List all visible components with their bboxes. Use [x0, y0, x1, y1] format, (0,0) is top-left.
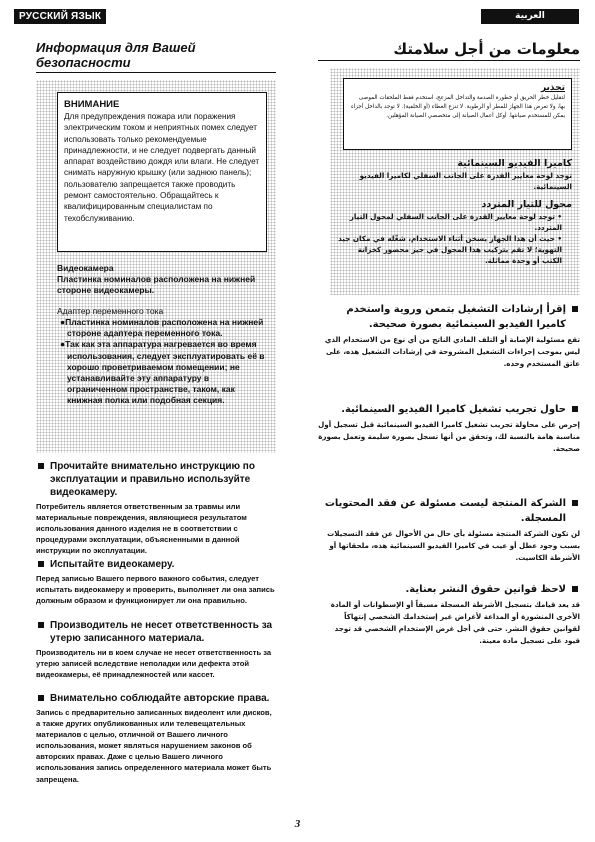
section-copyright-russian	[36, 692, 276, 785]
square-bullet-icon	[38, 622, 44, 628]
language-badge-russian: РУССКИЙ ЯЗЫК	[14, 9, 106, 24]
page-number: 3	[294, 818, 301, 830]
rating-plate-info-arabic	[336, 157, 572, 266]
page-title-russian: Информация для Вашей безопасности	[36, 40, 276, 73]
square-bullet-icon	[572, 306, 578, 312]
square-bullet-icon	[572, 586, 578, 592]
square-bullet-icon	[572, 500, 578, 506]
warning-heading: تحذير	[540, 83, 565, 93]
section-heading: لاحظ قوانين حقوق النشر بعناية.	[318, 582, 580, 597]
section-test-camera-russian	[36, 558, 276, 606]
warning-heading: ВНИМАНИЕ	[64, 99, 120, 110]
section-copyright-arabic	[318, 582, 580, 647]
warning-text: لتقليل خطر الحريق أو خطورة الصدمة والتداخل المزعج، استخدم فقط الملحقات الموصى بها، ولا تعرض هذا الجهاز للمطر أو الرطوبة. لا تنزع الغطاء (أو الخلفية). لا توجد بالداخل أجزاء يمكن للمستخدم صيانتها. أوكل أعمال الصيانة إلى متخصصي الصيانة المؤهلين.	[351, 95, 565, 119]
camera-heading: كاميرا الفيديو السينمائية	[457, 158, 572, 169]
camera-heading: Видеокамера	[57, 263, 114, 273]
section-body: تقع مسئولية الإصابة أو التلف المادي الناتج من أي نوع من الاستخدام الذي ليس بموجب إجراءات التشغيل المشروحة في إرشادات التشغيل هذه، على عاتق المستخدم وحده.	[324, 335, 580, 368]
warning-box-russian	[57, 92, 267, 252]
section-body: إحرص على محاولة تجريب تشغيل كاميرا الفيديو السينمائية قبل تسجيل أول مناسبة هامة بالنسبة لك، وتحقق من أنها تسجل بصورة سليمة وتعمل بصورة صحيحة.	[318, 420, 580, 453]
arabic-column-header	[318, 40, 580, 61]
adapter-bullet: • توجد لوحة معايير القدرة على الجانب السفلي لمحول التيار المتردد.	[349, 212, 562, 232]
section-heading: Прочитайте внимательно инструкцию по эксплуатации и правильно используйте видеокамеру.	[36, 460, 276, 499]
section-heading: Производитель не несет ответственность за утерю записанного материала.	[36, 619, 276, 645]
section-heading: Испытайте видеокамеру.	[36, 558, 276, 571]
adapter-bullet: • حيث أن هذا الجهاز يسخن أثناء الاستخدام، شغّله في مكان جيد التهوية؛ لا تقم بتركيب هذا المحول في حيز محصور كخزانة الكتب أو وحدة مماثلة.	[338, 234, 562, 265]
camera-text: توجد لوحة معايير القدرة على الجانب السفلي لكاميرا الفيديو السينمائية.	[359, 171, 572, 191]
square-bullet-icon	[38, 561, 44, 567]
page-title-arabic: معلومات من أجل سلامتك	[318, 40, 580, 61]
section-heading: حاول تجريب تشغيل كاميرا الفيديو السينمائية.	[318, 402, 580, 417]
section-heading: Внимательно соблюдайте авторские права.	[36, 692, 276, 705]
section-read-instructions-russian	[36, 460, 276, 556]
square-bullet-icon	[38, 463, 44, 469]
camera-text: Пластинка номиналов расположена на нижней стороне видеокамеры.	[57, 274, 256, 295]
language-badge-arabic: العربية	[481, 9, 579, 24]
rating-plate-info-russian	[57, 263, 270, 407]
warning-text: Для предупреждения пожара или поражения электрическим током и неприятных помех следует использовать только рекомендуемые принадлежности, и не следует подвергать данный аппарат воздействию дождя или влаги. Не следует снимать наружную крышку (или заднюю панель); пользователю запрещается также проводить ремонт самостоятельно. Обращайтесь к квалифицированным специалистам по техобслуживанию.	[64, 112, 260, 223]
adapter-bullet: ●Так как эта аппаратура нагревается во время использования, следует эксплуатировать её в хорошо проветриваемом помещении; не устанавливайте эту аппаратуру в ограниченном пространстве, таком, как книжная полка или подобная секция.	[60, 339, 265, 406]
section-heading: إقرأ إرشادات التشغيل بتمعن وروية واستخدم كاميرا الفيديو السينمائية بصورة صحيحة.	[318, 302, 580, 332]
section-no-liability-russian	[36, 619, 276, 680]
section-read-instructions-arabic	[318, 302, 580, 370]
section-test-camera-arabic	[318, 402, 580, 455]
section-no-liability-arabic	[318, 496, 580, 564]
square-bullet-icon	[572, 406, 578, 412]
adapter-heading: محول للتيار المتردد	[481, 199, 572, 210]
adapter-heading: Адаптер переменного тока	[57, 306, 164, 316]
section-body: Перед записью Вашего первого важного события, следует испытать видеокамеру и проверить, выполняет ли она запись должным образом и функционирует ли она правильно.	[36, 574, 275, 606]
warning-box-arabic	[343, 78, 572, 150]
russian-column-header	[36, 40, 276, 73]
section-body: Запись с предварительно записанных видеолент или дисков, а также других опубликованных или телевещательных материалов с целью, отличной от Вашего личного использования, может являться нарушением законов об авторских правах. Даже с целью Вашего личного использования запись определенного материала может быть запрещена.	[36, 708, 272, 784]
section-body: Потребитель является ответственным за травмы или материальные повреждения, являющиеся результатом использования данного изделия не в соответствии с процедурами эксплуатации, объясненными в данной инструкции по эксплуатации.	[36, 502, 247, 556]
adapter-bullet: ●Пластинка номиналов расположена на нижней стороне адаптера переменного тока.	[60, 317, 264, 339]
section-heading: الشركة المنتجة ليست مسئولة عن فقد المحتويات المسجلة.	[318, 496, 580, 526]
section-body: لن تكون الشركة المنتجة مسئولة بأي حال من الأحوال عن فقد التسجيلات بسبب وجود عطل أو عيب في كاميرا الفيديو السينمائية هذه، ملحقاتها أو الأشرطة الكاسيت.	[327, 529, 580, 562]
square-bullet-icon	[38, 695, 44, 701]
section-body: Производитель ни в коем случае не несет ответственность за утерю записей вследствие неполадки или дефекта этой видеокамеры, её принадлежностей или кассет.	[36, 648, 272, 680]
section-body: قد يعد قيامك بتسجيل الأشرطة المسجلة مسبقاً أو الإسطوانات أو المادة الأخرى المنشورة أو المذاعة لأغراض غير إستخدامك الشخصي إنتهاكاً لقوانين حقوق النشر. حتى في أجل غرض الإستخدام الشخصي قد توجد قيود على تسجيل مادة معينة.	[330, 600, 580, 645]
